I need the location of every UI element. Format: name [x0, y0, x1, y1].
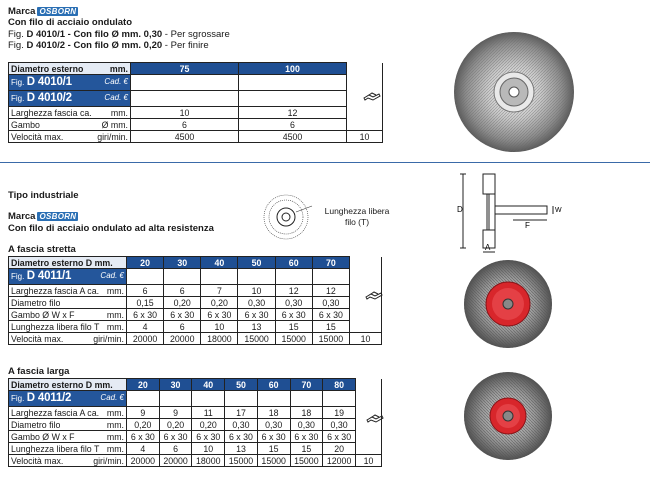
row-label: Velocità max. giri/min.	[9, 131, 131, 143]
value-cell: 4500	[131, 131, 239, 143]
header-cell: Diametro esterno D mm.	[9, 379, 127, 391]
value-cell: 12	[312, 285, 349, 297]
value-cell: 11	[192, 407, 225, 419]
value-cell: 6 x 30	[323, 431, 356, 443]
value-cell: 6 x 30	[201, 309, 238, 321]
box-hand-icon	[365, 290, 383, 302]
value-cell: 6 x 30	[257, 431, 290, 443]
price-cell	[159, 391, 192, 407]
size-cell: 70	[290, 379, 323, 391]
table-row	[9, 407, 382, 419]
table-row	[9, 285, 382, 297]
value-cell: 0,30	[323, 419, 356, 431]
value-cell: 6	[127, 285, 164, 297]
value-cell: 15000	[275, 333, 312, 345]
table-row	[9, 131, 383, 143]
value-cell: 6 x 30	[164, 309, 201, 321]
value-cell: 19	[323, 407, 356, 419]
value-cell: 6 x 30	[290, 431, 323, 443]
value-cell: 0,30	[275, 297, 312, 309]
value-cell: 4	[127, 443, 160, 455]
cup-brush-red-hub-image	[462, 370, 554, 462]
value-cell: 0,15	[127, 297, 164, 309]
value-cell: 20000	[164, 333, 201, 345]
box-hand-icon	[366, 413, 384, 425]
table-row	[9, 107, 383, 119]
value-cell: 9	[127, 407, 160, 419]
value-cell: 6 x 30	[127, 431, 160, 443]
brand-line-2	[8, 211, 78, 222]
row-label: Diametro filo mm.	[9, 419, 127, 431]
table-d4011-2	[8, 378, 382, 467]
table-row	[9, 119, 383, 131]
fig-prefix: Fig.	[8, 29, 27, 40]
row-label: Gambo Ø W x F mm.	[9, 431, 127, 443]
value-cell: 0,30	[290, 419, 323, 431]
price-cell	[239, 91, 347, 107]
row-label: Velocità max. giri/min.	[9, 333, 127, 345]
table-d4010	[8, 62, 383, 143]
brush-face-diagram	[256, 192, 316, 242]
price-cell	[323, 391, 356, 407]
size-cell: 60	[257, 379, 290, 391]
size-cell: 100	[239, 63, 347, 75]
value-cell: 6 x 30	[127, 309, 164, 321]
size-cell: 75	[131, 63, 239, 75]
dim-label-w: W	[555, 207, 562, 214]
price-cell	[239, 75, 347, 91]
value-cell: 0,30	[257, 419, 290, 431]
table-row	[9, 419, 382, 431]
value-cell: 18000	[192, 455, 225, 467]
table-row	[9, 321, 382, 333]
value-cell: 0,20	[192, 419, 225, 431]
size-cell: 60	[275, 257, 312, 269]
value-cell: 15	[275, 321, 312, 333]
value-cell: 13	[225, 443, 258, 455]
fig-cell: Fig. D 4010/2 Cad. €	[9, 91, 131, 107]
osborn-logo: OSBORN	[39, 212, 77, 221]
section-divider	[0, 162, 650, 163]
fig-use: - Per finire	[162, 40, 209, 51]
value-cell: 0,20	[164, 297, 201, 309]
value-cell: 15000	[238, 333, 275, 345]
value-cell: 0,20	[201, 297, 238, 309]
value-cell: 13	[238, 321, 275, 333]
table-header-row	[9, 63, 383, 75]
cup-brush-red-hub-image	[462, 258, 554, 350]
row-label: Lunghezza libera filo T mm.	[9, 321, 127, 333]
table-d4011-1	[8, 256, 382, 345]
table-header-row	[9, 257, 382, 269]
price-cell	[312, 269, 349, 285]
fig-cell: Fig. D 4010/1 Cad. €	[9, 75, 131, 91]
size-cell: 80	[323, 379, 356, 391]
value-cell: 0,30	[238, 297, 275, 309]
price-cell	[275, 269, 312, 285]
fig-row	[9, 75, 383, 91]
dimension-drawing	[455, 172, 565, 254]
size-cell: 30	[164, 257, 201, 269]
brand-label: Marca	[8, 211, 36, 222]
table-row	[9, 309, 382, 321]
price-cell	[127, 391, 160, 407]
section2-subtitle: Con filo di acciaio ondulato ad alta resistenza	[8, 223, 214, 234]
value-cell: 18	[290, 407, 323, 419]
value-cell: 10	[238, 285, 275, 297]
value-cell: 10	[131, 107, 239, 119]
header-cell: Diametro esterno D mm.	[9, 257, 127, 269]
brand-line-1	[8, 6, 78, 17]
value-cell: 15000	[312, 333, 349, 345]
value-cell: 0,30	[312, 297, 349, 309]
value-cell: 15	[312, 321, 349, 333]
value-cell: 9	[159, 407, 192, 419]
box-hand-icon	[363, 91, 381, 103]
value-cell: 6 x 30	[238, 309, 275, 321]
fig-line-1	[8, 29, 230, 40]
dim-label-a: A	[485, 243, 491, 252]
price-cell	[257, 391, 290, 407]
row-label: Gambo Ø mm.	[9, 119, 131, 131]
value-cell: 4500	[239, 131, 347, 143]
value-cell: 12000	[323, 455, 356, 467]
stretta-title: A fascia stretta	[8, 244, 76, 255]
value-cell: 15000	[225, 455, 258, 467]
wire-wheel-brush-image	[450, 22, 580, 162]
table-row	[9, 333, 382, 345]
fig-cell: Fig. D 4011/2 Cad. €	[9, 391, 127, 407]
value-cell: 15000	[290, 455, 323, 467]
price-cell	[192, 391, 225, 407]
dim-label-d: D	[457, 205, 463, 214]
value-cell: 4	[127, 321, 164, 333]
section1-subtitle: Con filo di acciaio ondulato	[8, 17, 133, 28]
value-cell: 6 x 30	[312, 309, 349, 321]
value-cell: 20	[323, 443, 356, 455]
fig-desc: D 4010/1 - Con filo Ø mm. 0,30	[26, 29, 163, 40]
fig-desc: D 4010/2 - Con filo Ø mm. 0,20	[26, 40, 163, 51]
brand-label: Marca	[8, 6, 36, 17]
row-label: Larghezza fascia A ca. mm.	[9, 407, 127, 419]
price-cell	[201, 269, 238, 285]
price-cell	[290, 391, 323, 407]
value-cell: 12	[239, 107, 347, 119]
row-label: Lunghezza libera filo T mm.	[9, 443, 127, 455]
size-cell: 20	[127, 379, 160, 391]
fig-line-2	[8, 40, 209, 51]
value-cell: 15000	[257, 455, 290, 467]
table-row	[9, 455, 382, 467]
value-cell: 0,20	[159, 419, 192, 431]
value-cell: 18	[257, 407, 290, 419]
value-cell: 6	[239, 119, 347, 131]
size-cell: 30	[159, 379, 192, 391]
price-cell	[164, 269, 201, 285]
value-cell: 10	[201, 321, 238, 333]
size-cell: 50	[238, 257, 275, 269]
size-cell: 40	[201, 257, 238, 269]
value-cell: 12	[275, 285, 312, 297]
free-length-caption: Lunghezza libera filo (T)	[324, 206, 390, 227]
size-cell: 70	[312, 257, 349, 269]
price-cell	[225, 391, 258, 407]
table-row	[9, 443, 382, 455]
value-cell: 6	[159, 443, 192, 455]
value-cell: 6	[131, 119, 239, 131]
fig-prefix: Fig.	[8, 40, 27, 51]
value-cell: 6 x 30	[225, 431, 258, 443]
price-cell	[131, 91, 239, 107]
fig-cell: Fig. D 4011/1 Cad. €	[9, 269, 127, 285]
type-label: Tipo industriale	[8, 190, 79, 201]
row-label: Velocità max. giri/min.	[9, 455, 127, 467]
pack-qty: 10	[356, 455, 382, 467]
value-cell: 0,30	[225, 419, 258, 431]
table-row	[9, 297, 382, 309]
header-cell: Diametro esterno mm.	[9, 63, 131, 75]
table-row	[9, 431, 382, 443]
fig-use: - Per sgrossare	[162, 29, 230, 40]
price-cell	[127, 269, 164, 285]
value-cell: 6	[164, 285, 201, 297]
value-cell: 6	[164, 321, 201, 333]
value-cell: 0,20	[127, 419, 160, 431]
row-label: Larghezza fascia A ca. mm.	[9, 285, 127, 297]
value-cell: 20000	[127, 455, 160, 467]
value-cell: 15	[257, 443, 290, 455]
fig-row	[9, 269, 382, 285]
size-cell: 40	[192, 379, 225, 391]
size-cell: 50	[225, 379, 258, 391]
price-cell	[131, 75, 239, 91]
value-cell: 6 x 30	[192, 431, 225, 443]
value-cell: 18000	[201, 333, 238, 345]
fig-row	[9, 391, 382, 407]
value-cell: 17	[225, 407, 258, 419]
pack-qty: 10	[347, 131, 383, 143]
row-label: Larghezza fascia ca. mm.	[9, 107, 131, 119]
value-cell: 20000	[159, 455, 192, 467]
size-cell: 20	[127, 257, 164, 269]
fig-row	[9, 91, 383, 107]
larga-title: A fascia larga	[8, 366, 70, 377]
row-label: Gambo Ø W x F mm.	[9, 309, 127, 321]
value-cell: 15	[290, 443, 323, 455]
osborn-logo: OSBORN	[39, 7, 77, 16]
pack-qty: 10	[350, 333, 382, 345]
value-cell: 6 x 30	[275, 309, 312, 321]
value-cell: 20000	[127, 333, 164, 345]
row-label: Diametro filo	[9, 297, 127, 309]
price-cell	[238, 269, 275, 285]
value-cell: 6 x 30	[159, 431, 192, 443]
table-header-row	[9, 379, 382, 391]
dim-label-f: F	[525, 221, 530, 230]
value-cell: 7	[201, 285, 238, 297]
value-cell: 10	[192, 443, 225, 455]
